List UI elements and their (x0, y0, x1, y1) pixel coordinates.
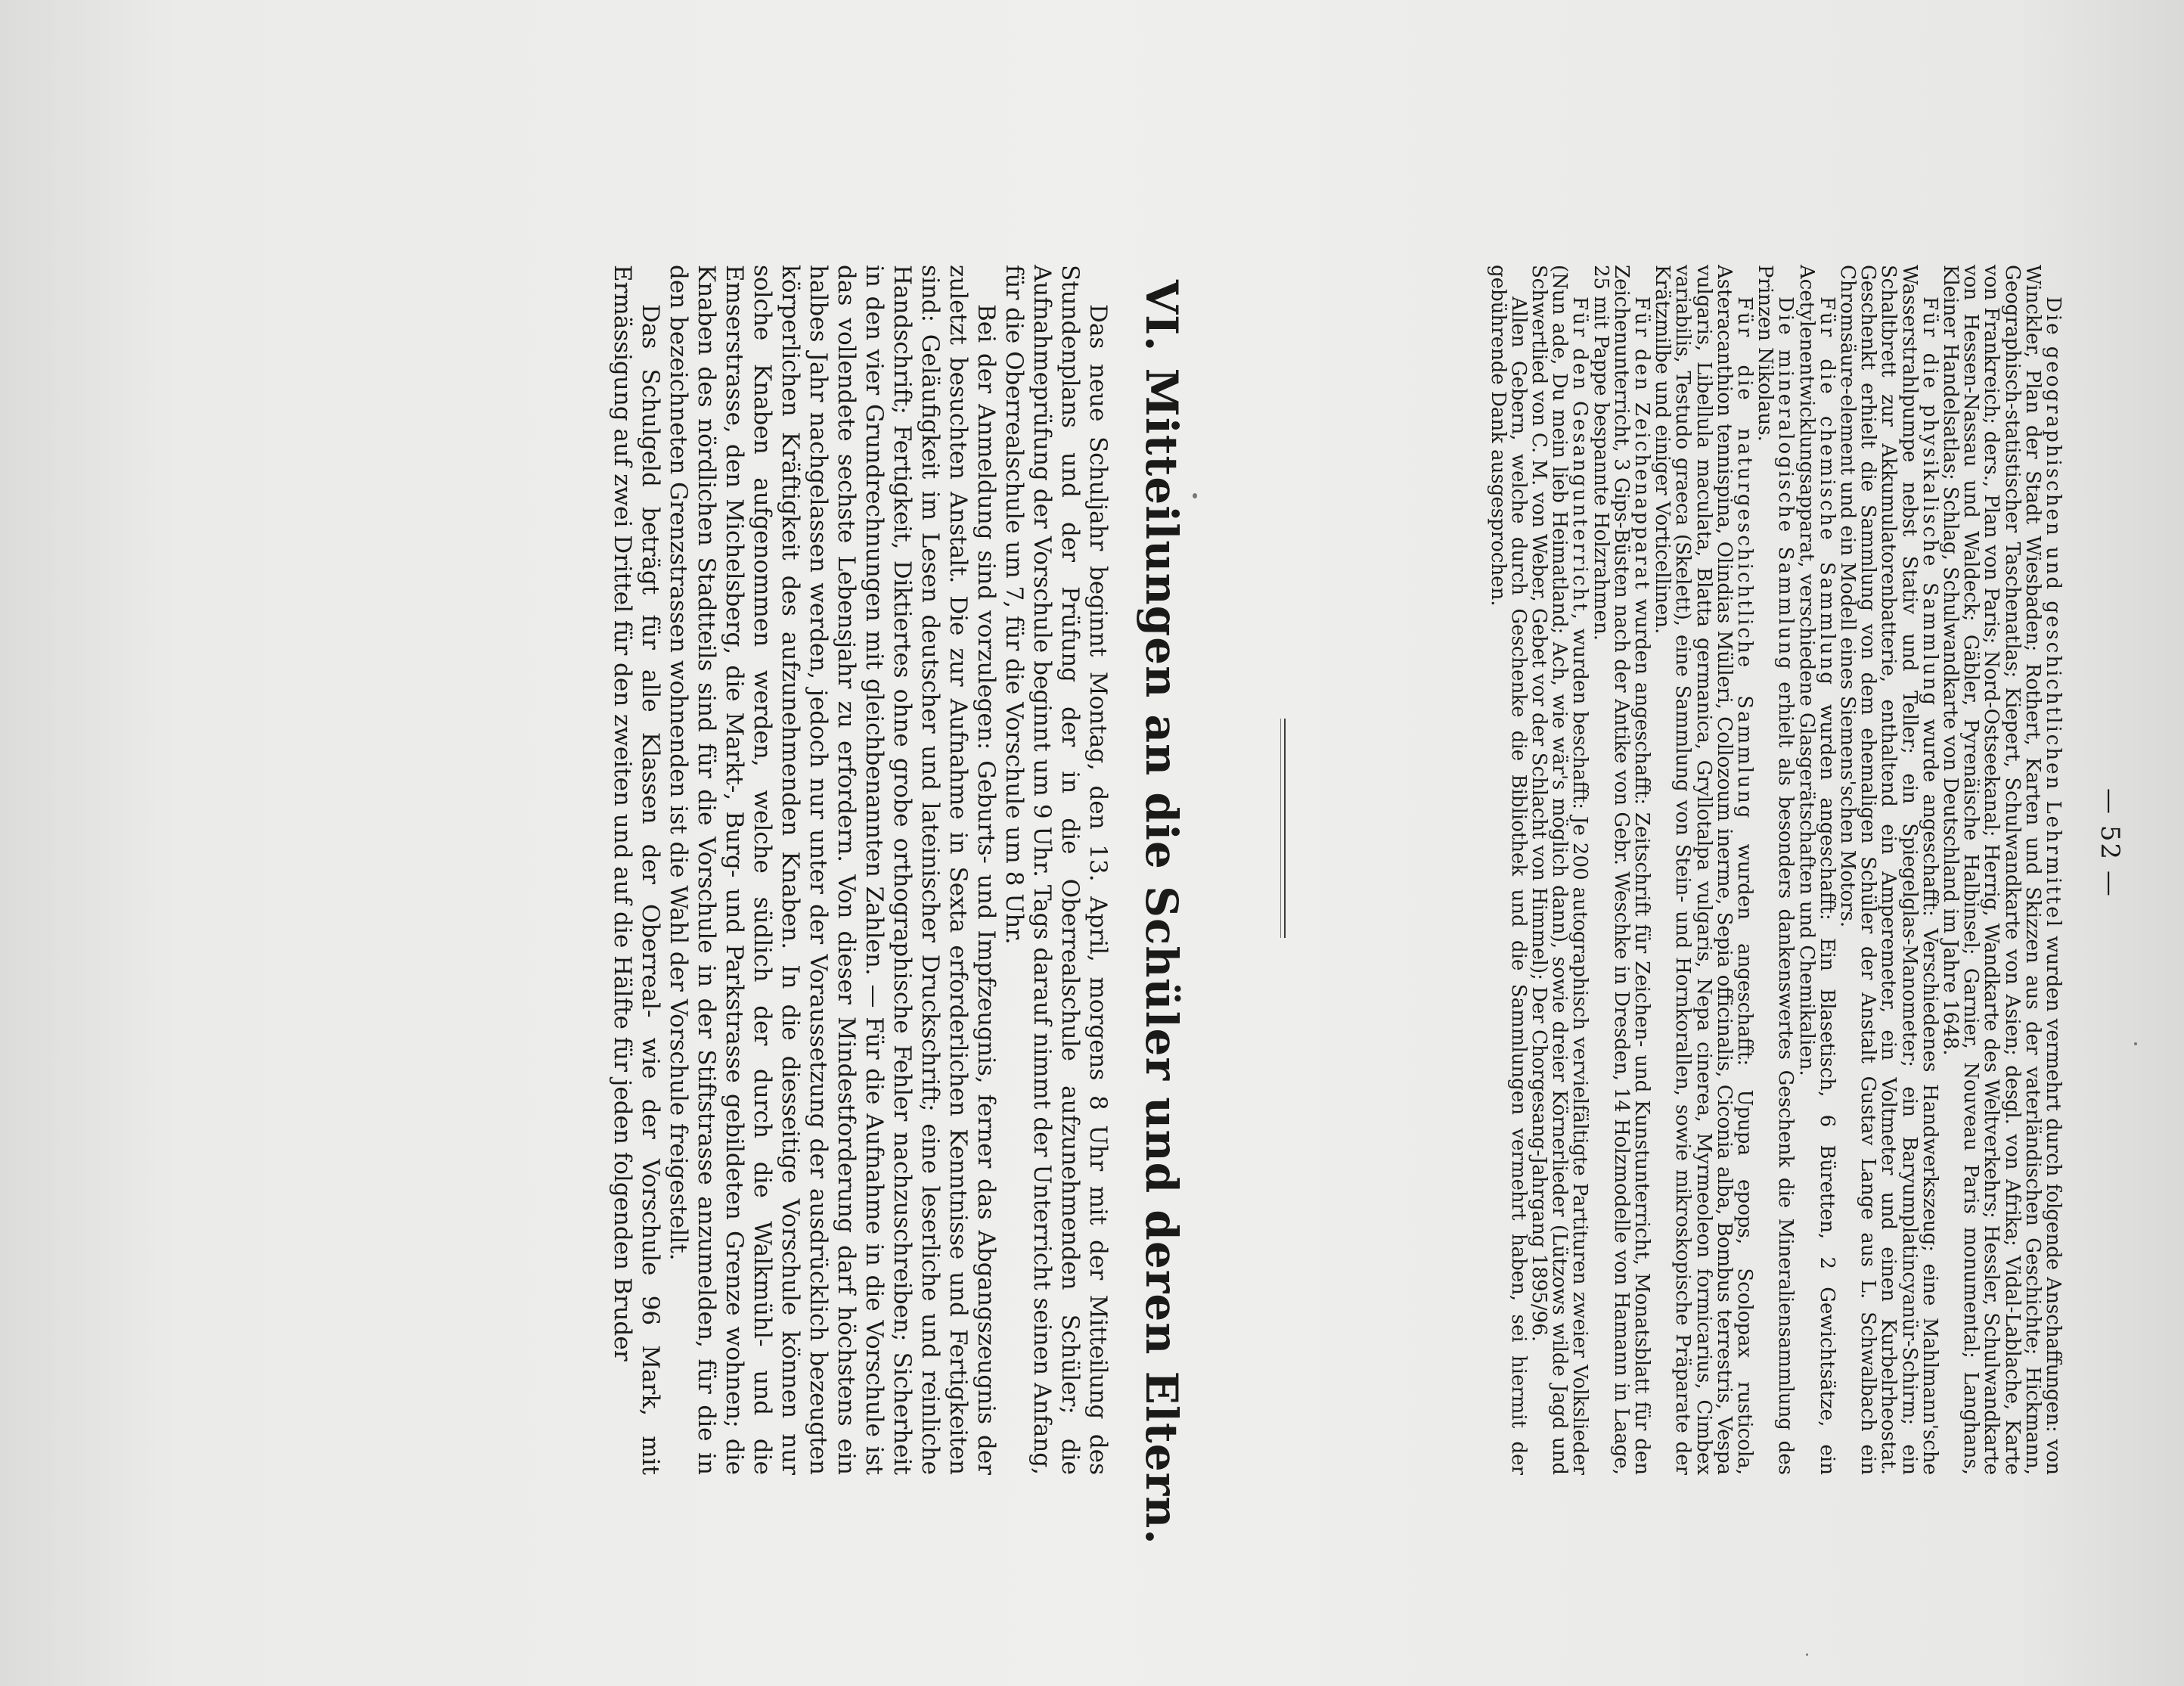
mitteilungen-section (608, 265, 1112, 1475)
singing-paragraph (1528, 265, 1590, 1475)
singing-label: Für den Gesangunterricht, (1568, 297, 1592, 622)
page-number: — 52 — (2095, 788, 2125, 898)
drawing-paragraph (1590, 265, 1652, 1475)
chemistry-label: Für die chemische Sammlung (1815, 297, 1838, 687)
section-divider (1284, 719, 1286, 938)
natural-history-label: Für die naturgeschichtliche Sammlung (1733, 297, 1756, 821)
school-year-paragraph: Das neue Schuljahr beginnt Montag, den 13. April, morgens 8 Uhr mit der Mitteilung des Stundenplans und der Prüfung der in die Oberrealschule aufzunehmenden Schüler; die Aufnahmeprüfung der Vorschule beginnt um 9 Uhr. Tags darauf nimmt der Unterricht seinen Anfang, für die Oberrealschule um 7, für die Vorschule um 8 Uhr. (1000, 265, 1112, 1475)
mineralogy-paragraph (1754, 265, 1798, 1475)
section-heading: VI. Mitteilungen an die Schüler und deren Eltern. (1136, 280, 1187, 1545)
natural-history-text: wurden angeschafft: Upupa epops, Scolopax rusticola, Asteracanthion tennispina, Olindias Mülleri, Collozoum inerme, Sepia officinalis, Ciconia alba, Bombus terrestris, Vespa vulgaris, Libellula maculata, Blatta germanica, Gryllotalpa vulgaris, Nepa cinerea, Myrmeoleon formicarius, Cimbex variabilis, Testudo graeca (Skelett), eine Sammlung von Stein- und Hornkorallen, sowie mikroskopische Präparate der Krätzmilbe und einiger Vorticellinen. (1651, 265, 1756, 1475)
chemistry-text: wurden angeschafft: Ein Blasetisch, 6 Büretten, 2 Gewichtsätze, ein Acetylenentwicklungsapparat, verschiedene Glasgerätschaften und Chemikalien. (1795, 265, 1838, 1475)
geography-text: wurden vermehrt durch folgende Anschaffungen: von Winckler, Plan der Stadt Wiesbaden; Rothert, Karten und Skizzen aus der vaterländischen Geschichte; Hickmann, Geographisch-statistischer Taschenatlas; Kiepert, Schulwandkarte von Asien; desgl. von Afrika; Vidal-Lablache, Karte von Frankreich; ders., Plan von Paris; Nord-Ostseekanal; Herrig, Wandkarte des Weltverkehrs; Hessler, Schulwandkarte von Hessen-Nassau und Waldeck; Gäbler, Pyrenäische Halbinsel; Garnier, Nouveau Paris monumental; Langhans, Kleiner Handelsatlas; Schlag, Schulwandkarte von Deutschland im Jahre 1648. (1938, 265, 2065, 1475)
physics-label: Für die physikalische Sammlung (1918, 297, 1941, 708)
section-divider-thin (1280, 719, 1281, 938)
physics-text: wurde angeschafft: Verschiedenes Handwerkszeug; eine Mahlmann'sche Wasserstrahlpumpe nebst Stativ und Teller; ein Spiegelglas-Manometer; ein Baryumplatincyanür-Schirm; ein Schaltbrett zur Akkumulatorenbatterie, enthaltend ein Amperemeter, ein Voltmeter und einen Kurbelrheostat. Geschenkt erhielt die Sammlung von dem ehemaligen Schüler der Anstalt Gustav Lange aus L. Schwalbach ein Chromsäure-element und ein Modell eines Siemens'schen Motors. (1835, 265, 1941, 1475)
drawing-label: Für den Zeichenapparat (1630, 297, 1653, 591)
registration-paragraph: Bei der Anmeldung sind vorzulegen: Geburts- und Impfzeugnis, ferner das Abgangszeugnis der zuletzt besuchten Anstalt. Die zur Aufnahme in Sexta erforderlichen Kenntnisse und Fertigkeiten sind: Geläufigkeit im Lesen deutscher und lateinischer Druckschrift; eine leserliche und reinliche Handschrift; Fertigkeit, Diktiertes ohne grobe orthographische Fehler nachzuschreiben; Sicherheit in den vier Grundrechnungen mit gleichbenannten Zahlen. — Für die Aufnahme in die Vorschule ist das vollendete sechste Lebensjahr zu erfordern. Von dieser Mindestforderung darf höchstens ein halbes Jahr nachgelassen werden, jedoch nur unter der Voraussetzung der ausdrücklich bezeugten körperlichen Kräftigkeit des aufzunehmenden Knaben. In die diesseitige Vorschule können nur solche Knaben aufgenommen werden, welche südlich der durch die Walkmühl- und die Emserstrasse, den Michelsberg, die Markt-, Burg- und Parkstrasse gebildeten Grenze wohnen; die Knaben des nördlichen Stadtteils sind für die Vorschule in der Stiftstrasse anzumelden, für die in den bezeichneten Grenzstrassen wohnenden ist die Wahl der Vorschule freigestellt. (665, 265, 1000, 1475)
mineralogy-text: erhielt als besonders dankenswertes Geschenk die Mineraliensammlung des Prinzen Nikolaus. (1754, 265, 1798, 1475)
chemistry-paragraph (1795, 265, 1836, 1475)
physics-paragraph (1837, 265, 1940, 1475)
thanks-paragraph: Allen Gebern, welche durch Geschenke die Bibliothek und die Sammlungen vermehrt haben, sei hiermit der gebührende Dank ausgesprochen. (1486, 265, 1530, 1475)
singing-text: wurden beschafft: Je 200 autographisch vervielfältigte Partituren zweier Volkslieder (Nun ade, Du mein lieb Heimatland; Ach, wie wär's möglich dann), sowie dreier Körnerlieder (Lützows wilde Jagd und Schwertlied von C. M. von Weber, Gebet vor der Schlacht von Himmel); Der Chorgesang-Jahrgang 1895/96. (1527, 265, 1592, 1476)
drawing-text: wurden angeschafft: Zeitschrift für Zeichen- und Kunstunterricht, Monatsblatt für den Zeichenunterricht, 3 Gips-Büsten nach der Antike von Gebr. Weschke in Dresden, 14 Holzmodelle von Hamann in Laage, 25 mit Pappe bespannte Holzrahmen. (1589, 265, 1653, 1475)
geography-paragraph (1940, 265, 2063, 1475)
geography-label: Die geographischen und geschichtlichen Lehrmittel (2042, 297, 2065, 929)
natural-history-paragraph (1652, 265, 1754, 1475)
lehrmittel-section (1487, 265, 2063, 1475)
mineralogy-label: Die mineralogische Sammlung (1774, 297, 1798, 672)
school-fee-paragraph: Das Schulgeld beträgt für alle Klassen der Oberreal- wie der Vorschule 96 Mark, mit Ermässigung auf zwei Drittel für den zweiten und auf die Hälfte für jeden folgenden Bruder (609, 265, 664, 1475)
